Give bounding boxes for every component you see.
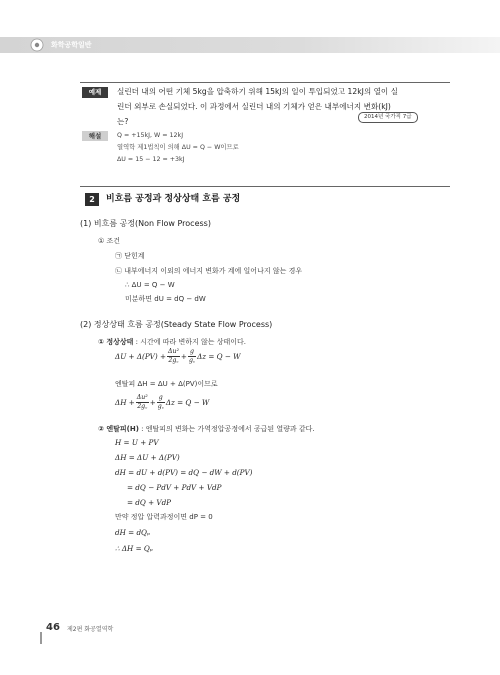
denominator: g꜀ <box>157 403 164 410</box>
example-bottom-rule <box>80 186 450 187</box>
header-title: 화학공학일반 <box>51 41 92 49</box>
solution-line: ΔU = 15 − 12 = +3kJ <box>117 156 185 163</box>
solution-line: 열역학 제1법칙이 의해 ΔU = Q − W이므로 <box>117 144 239 151</box>
equation-text: 미분하면 dU = dQ − dW <box>125 295 206 303</box>
subsection-heading: (1) 비흐름 공정(Non Flow Process) <box>80 219 211 228</box>
derivation-line: = dQ − PdV + PdV + VdP <box>127 483 222 492</box>
eq-term: Δz = Q − W <box>165 397 210 407</box>
numerator: Δu² <box>167 348 179 355</box>
kinetic-fraction <box>136 394 149 411</box>
question-line: 실린더 내의 어떤 기체 5kg을 압축하기 위해 15kJ의 일이 투입되었고 12kJ의 열이 실 <box>117 87 399 96</box>
kinetic-fraction <box>167 348 180 365</box>
denominator: g꜀ <box>188 357 196 364</box>
chapter-label: 제2편 화공열역학 <box>67 626 114 633</box>
derivation-line: H = U + PV <box>115 438 159 447</box>
condition-text: 만약 정압 압력과정이면 dP = 0 <box>115 513 213 521</box>
derivation-line: ΔH = ΔU + Δ(PV) <box>115 453 180 462</box>
energy-balance-equation <box>115 348 241 365</box>
numerator: g <box>157 394 165 403</box>
denominator: 2g꜀ <box>168 357 179 364</box>
item-description: : 엔탈피의 변화는 가역정압공정에서 공급된 열량과 같다. <box>138 425 315 433</box>
item-label: ② 엔탈피(H) <box>98 425 139 433</box>
potential-fraction <box>157 394 165 411</box>
derivation-line: = dQ + VdP <box>127 498 172 507</box>
solution-badge: 해설 <box>82 131 108 141</box>
eq-operator: + <box>180 351 187 361</box>
result-line: ∴ ΔH = Qₚ <box>115 544 153 553</box>
item-text <box>98 424 315 435</box>
condition-item: ㉠ 닫힌계 <box>115 252 145 260</box>
section-number: 2 <box>85 193 99 206</box>
question-line: 린더 외부로 손실되었다. 이 과정에서 실린더 내의 기체가 얻은 내부에너지 변화(kJ) <box>117 102 391 111</box>
section-title: 비흐름 공정과 정상상태 흐름 공정 <box>106 194 241 204</box>
question-line: 는? <box>117 117 129 126</box>
numerator: g <box>188 348 196 357</box>
numerator: Δu² <box>136 394 148 401</box>
potential-fraction <box>188 348 196 365</box>
derivation-line: dH = dU + d(PV) = dQ − dW + d(PV) <box>115 468 253 477</box>
equation-text: ∴ ΔU = Q − W <box>125 281 175 289</box>
item-label: ① 조건 <box>98 237 121 245</box>
condition-item: ㉡ 내부에너지 이외의 에너지 변화가 계에 일어나지 않는 경우 <box>115 267 303 275</box>
item-text <box>98 337 246 348</box>
result-line: dH = dQₚ <box>115 528 150 537</box>
exam-source-tag: 2014년 국가직 7급 <box>358 112 418 123</box>
book-icon <box>30 38 44 52</box>
eq-term: Δz = Q − W <box>197 351 241 361</box>
enthalpy-text: 엔탈피 ΔH = ΔU + Δ(PV)이므로 <box>115 380 218 388</box>
page-number: 46 <box>46 622 60 633</box>
enthalpy-balance-equation <box>115 394 209 411</box>
eq-term: ΔU + Δ(PV) + <box>115 351 166 361</box>
eq-term: ΔH + <box>115 397 135 407</box>
item-label: ① 정상상태 <box>98 338 134 346</box>
footer-rule <box>40 632 42 644</box>
denominator: 2g꜀ <box>137 403 148 410</box>
example-top-rule <box>80 82 450 83</box>
example-badge: 예제 <box>82 87 108 98</box>
solution-line: Q = +15kJ, W = 12kJ <box>117 132 184 139</box>
subsection-heading: (2) 정상상태 흐름 공정(Steady State Flow Process) <box>80 320 273 329</box>
eq-operator: + <box>149 397 156 407</box>
item-description: : 시간에 따라 변하지 않는 상태이다. <box>133 338 247 346</box>
